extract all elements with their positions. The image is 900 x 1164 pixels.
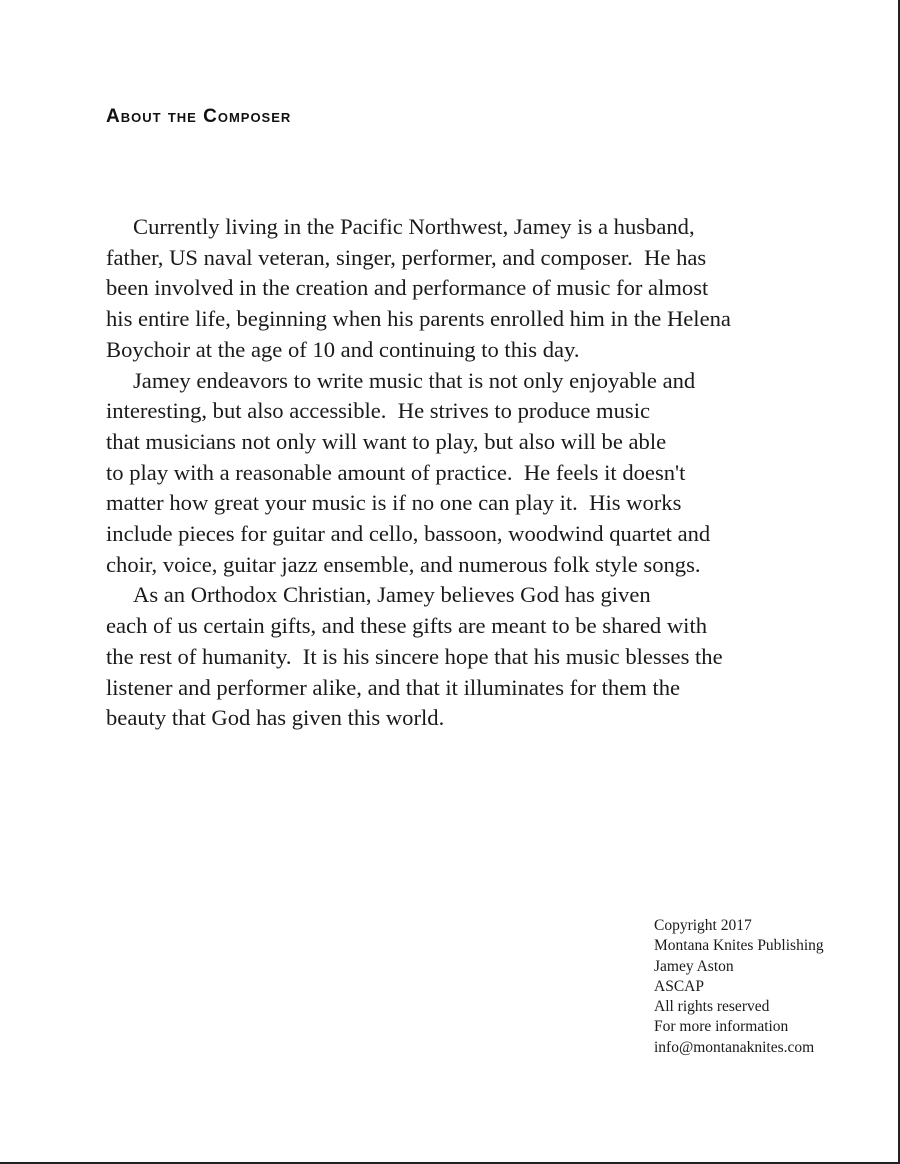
bio-line: matter how great your music is if no one can play it. His works: [106, 490, 682, 516]
rights-statement: All rights reserved: [654, 998, 770, 1016]
contact-email: info@montanaknites.com: [654, 1038, 815, 1056]
rights-society: ASCAP: [654, 977, 704, 995]
bio-line: been involved in the creation and performance of music for almost: [106, 275, 709, 301]
composer-bio: [106, 212, 866, 734]
publisher-name: Montana Knites Publishing: [654, 937, 824, 955]
copyright-block: [654, 916, 824, 1058]
bio-line: his entire life, beginning when his parents enrolled him in the Helena: [106, 306, 731, 332]
bio-line: that musicians not only will want to play, but also will be able: [106, 428, 667, 454]
bio-line: Jamey endeavors to write music that is not only enjoyable and: [133, 367, 696, 393]
info-label: For more information: [654, 1018, 789, 1036]
bio-line: each of us certain gifts, and these gifts are meant to be shared with: [106, 613, 708, 639]
bio-line: choir, voice, guitar jazz ensemble, and numerous folk style songs.: [106, 551, 701, 577]
author-name: Jamey Aston: [654, 957, 734, 975]
bio-line: to play with a reasonable amount of practice. He feels it doesn't: [106, 459, 686, 485]
bio-line: Boychoir at the age of 10 and continuing to this day.: [106, 336, 580, 362]
bio-line: beauty that God has given this world.: [106, 705, 445, 731]
bio-line: include pieces for guitar and cello, bassoon, woodwind quartet and: [106, 521, 711, 547]
bio-line: interesting, but also accessible. He strives to produce music: [106, 398, 650, 424]
bio-line: the rest of humanity. It is his sincere hope that his music blesses the: [106, 643, 723, 669]
bio-line: As an Orthodox Christian, Jamey believes God has given: [133, 582, 651, 608]
page-title: About the Composer: [106, 106, 292, 127]
bio-line: listener and performer alike, and that it illuminates for them the: [106, 674, 681, 700]
bio-line: father, US naval veteran, singer, performer, and composer. He has: [106, 244, 707, 270]
copyright-year: Copyright 2017: [654, 917, 752, 934]
bio-line: Currently living in the Pacific Northwest, Jamey is a husband,: [133, 214, 695, 239]
